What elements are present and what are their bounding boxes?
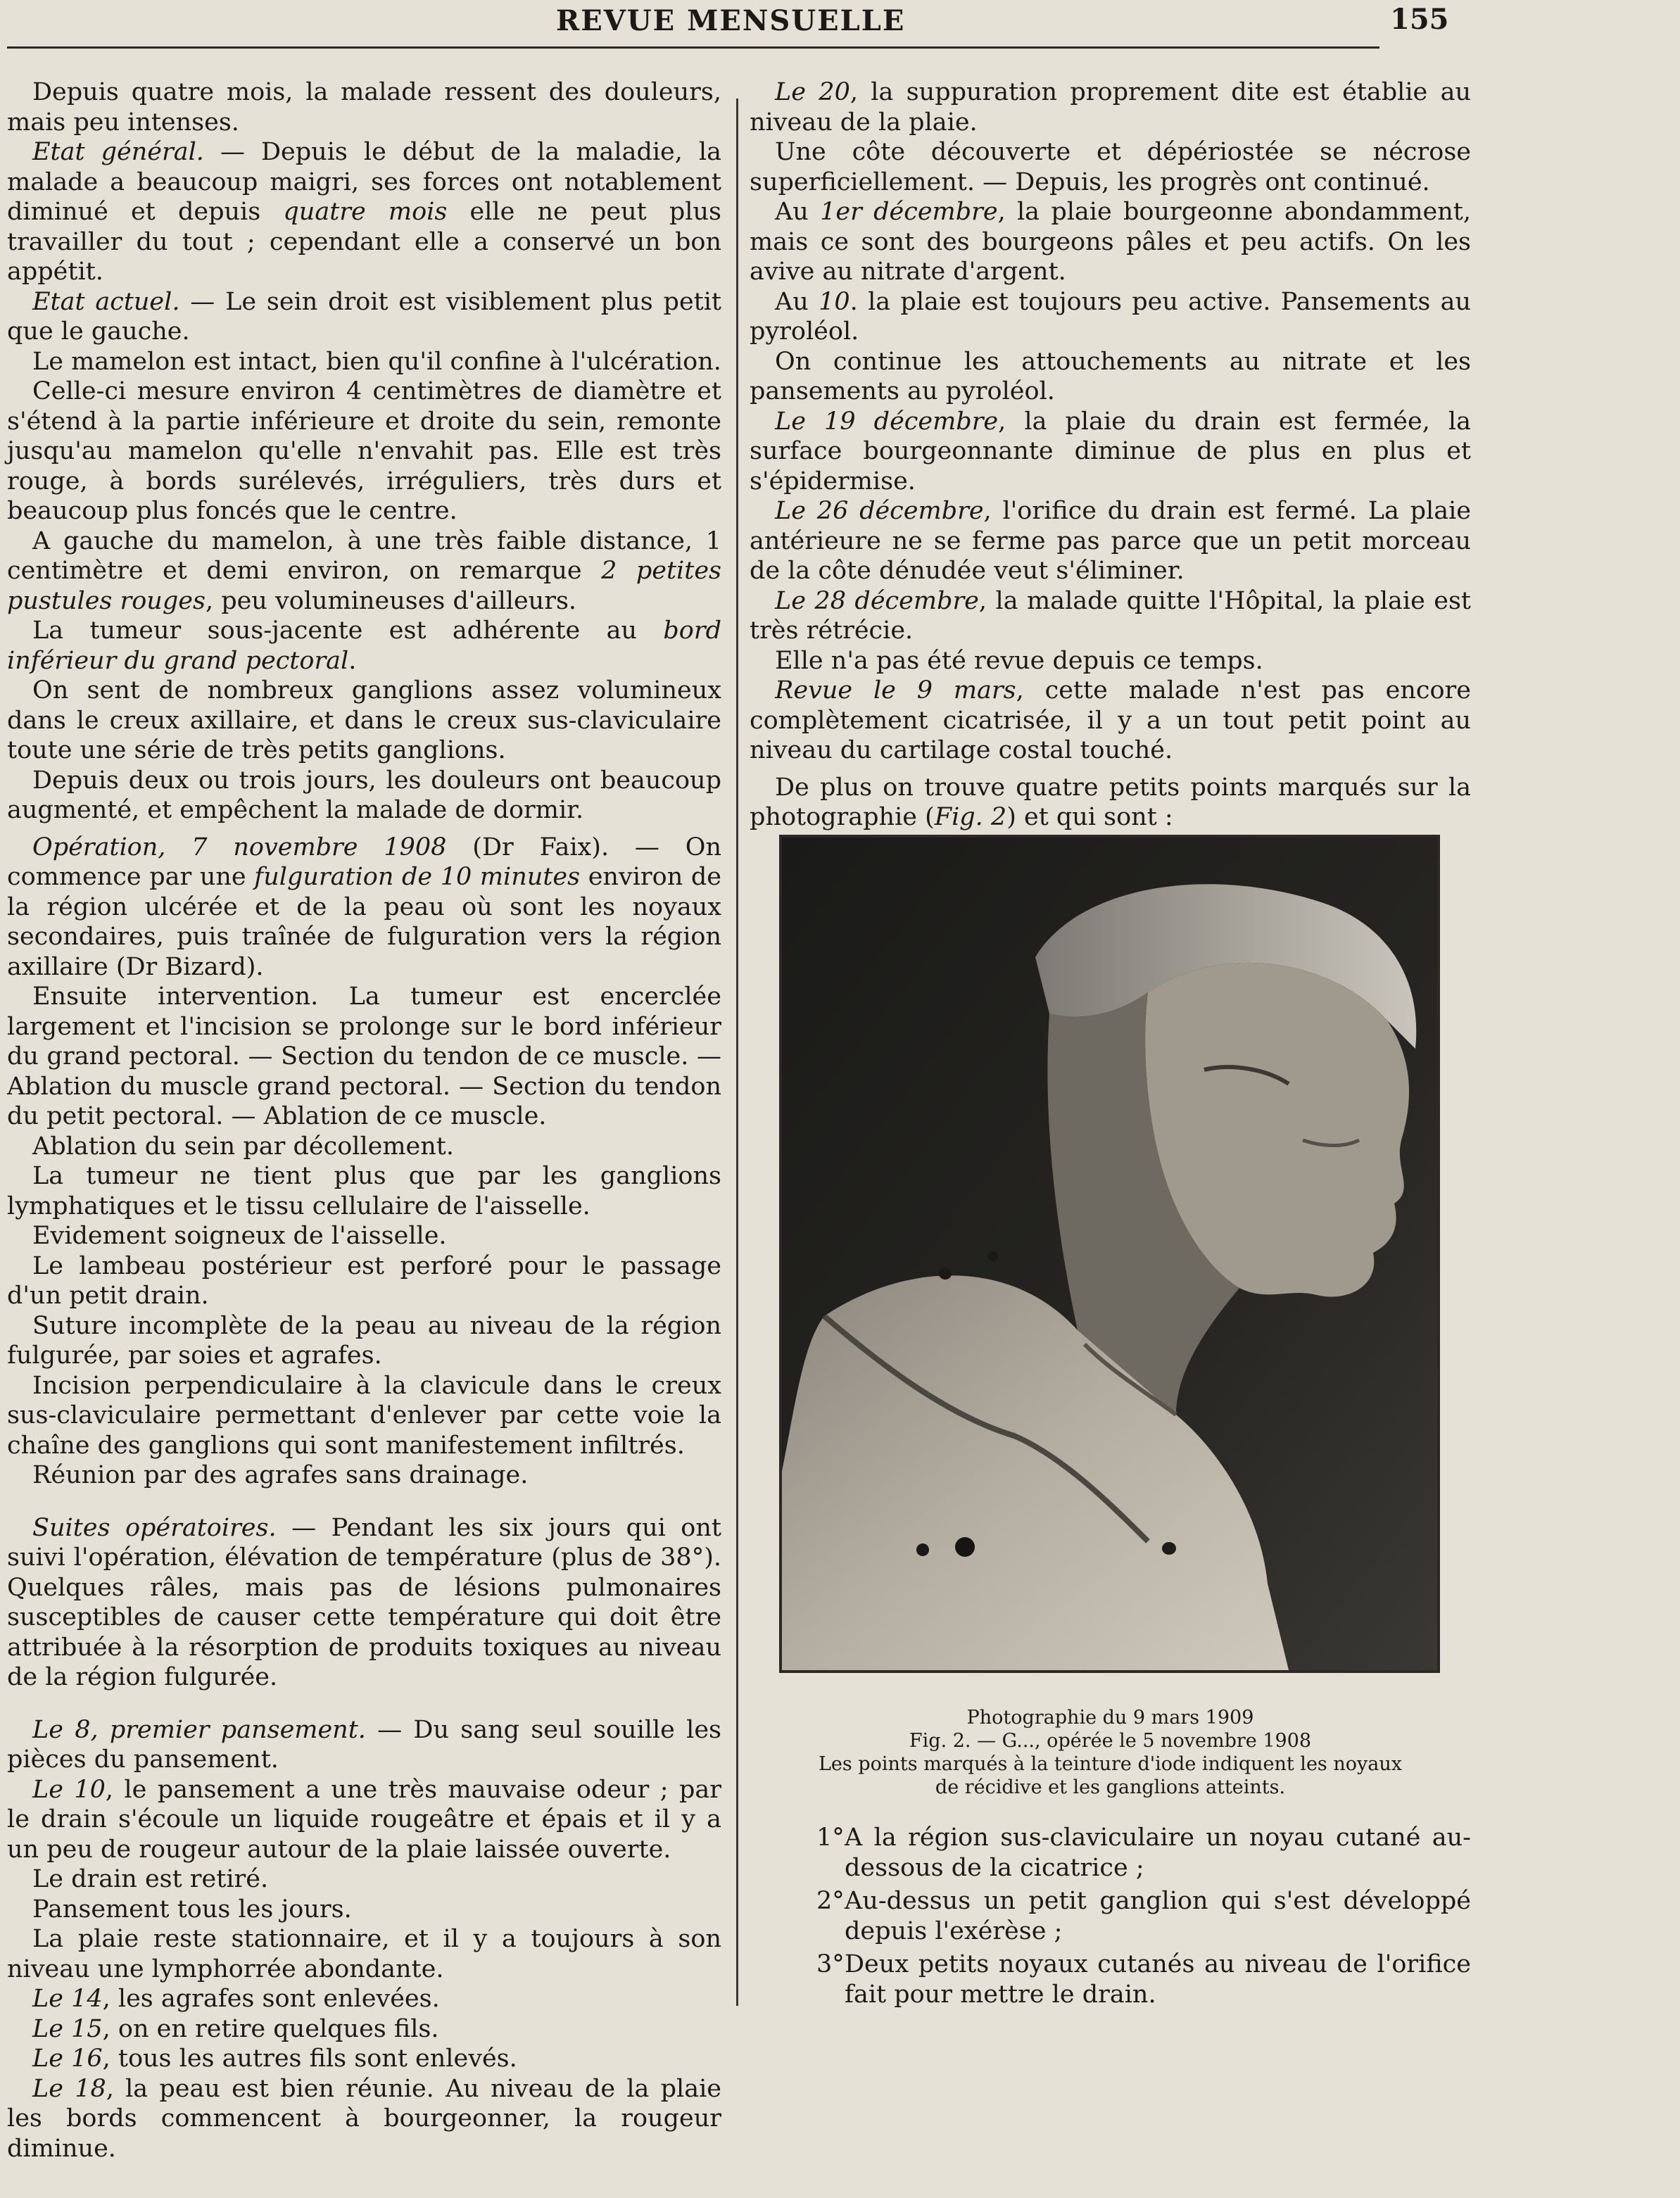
paragraph: Etat actuel. — Le sein droit est visiblement plus petit que le gauche. xyxy=(7,287,721,346)
column-divider xyxy=(736,99,738,2006)
caption-line: Fig. 2. — G..., opérée le 5 novembre 1908 xyxy=(909,1730,1312,1752)
paragraph: Le mamelon est intact, bien qu'il confine à l'ulcération. xyxy=(32,347,721,376)
paragraph: Suites opératoires. — Pendant les six jours qui ont suivi l'opération, élévation de température (plus de 38°). Quelques râles, mais pas de lésions pulmonaires susceptibles de causer cette température qui doit être attribuée à la résorption de produits toxiques au niveau de la région fulgurée. xyxy=(7,1513,721,1691)
paragraph: Ablation du sein par décollement. xyxy=(32,1132,454,1161)
paragraph: Le 20, la suppuration proprement dite est établie au niveau de la plaie. xyxy=(750,78,1471,137)
paragraph: La tumeur sous-jacente est adhérente au bord inférieur du grand pectoral. xyxy=(7,617,721,675)
list-number: 1° xyxy=(816,1824,845,1852)
paragraph: Elle n'a pas été revue depuis ce temps. xyxy=(775,646,1263,675)
list-number: 3° xyxy=(816,1950,845,1978)
running-head xyxy=(0,0,1680,42)
paragraph: Opération, 7 novembre 1908 (Dr Faix). — On commence par une fulguration de 10 minutes environ de la région ulcérée et de la peau où sont les noyaux secondaires, puis traînée de fulguration vers la région axillaire (Dr Bizard). xyxy=(7,833,721,981)
paragraph: Le drain est retiré. xyxy=(32,1865,269,1893)
figure-caption xyxy=(774,1706,1446,1799)
paragraph: Au 1er décembre, la plaie bourgeonne abondamment, mais ce sont des bourgeons pâles et peu actifs. On les avive au nitrate d'argent. xyxy=(750,198,1471,286)
paragraph: On sent de nombreux ganglions assez volumineux dans le creux axillaire, et dans le creux sus-claviculaire toute une série de très petits ganglions. xyxy=(7,676,721,764)
paragraph: Ensuite intervention. La tumeur est encerclée largement et l'incision se prolonge sur le bord inférieur du grand pectoral. — Section du tendon de ce muscle. — Ablation du muscle grand pectoral. — Section du tendon du petit pectoral. — Ablation de ce muscle. xyxy=(7,983,721,1130)
paragraph: Le 14, les agrafes sont enlevées. xyxy=(32,1985,440,2013)
paragraph: Celle-ci mesure environ 4 centimètres de diamètre et s'étend à la partie inférieure et droite du sein, remonte jusqu'au mamelon qu'elle n'envahit pas. Elle est très rouge, à bords surélevés, irréguliers, très durs et beaucoup plus foncés que le centre. xyxy=(7,377,721,525)
paragraph: Pansement tous les jours. xyxy=(32,1895,352,1924)
list-text: Deux petits noyaux cutanés au niveau de l'orifice fait pour mettre le drain. xyxy=(845,1950,1471,2009)
paragraph: Réunion par des agrafes sans drainage. xyxy=(32,1461,529,1489)
paragraph: Le 16, tous les autres fils sont enlevés. xyxy=(32,2045,517,2073)
paragraph: Le 18, la peau est bien réunie. Au niveau de la plaie les bords commencent à bourgeonner, la rougeur diminue. xyxy=(7,2074,721,2163)
paragraph: Incision perpendiculaire à la clavicule dans le creux sus-claviculaire permettant d'enlever par cette voie la chaîne des ganglions qui sont manifestement infiltrés. xyxy=(7,1371,721,1460)
numbered-list xyxy=(816,1823,1471,2013)
paragraph: Le 28 décembre, la malade quitte l'Hôpital, la plaie est très rétrécie. xyxy=(750,586,1472,645)
caption-line: Photographie du 9 mars 1909 xyxy=(966,1707,1254,1729)
paragraph: Etat général. — Depuis le début de la maladie, la malade a beaucoup maigri, ses forces ont notablement diminué et depuis quatre mois elle ne peut plus travailler du tout ; cependant elle a conservé un bon appétit. xyxy=(7,138,721,286)
list-item xyxy=(816,1886,1471,1947)
paragraph: Au 10. la plaie est toujours peu active. Pansements au pyroléol. xyxy=(750,287,1471,346)
caption-line: de récidive et les ganglions atteints. xyxy=(935,1776,1286,1798)
paragraph: Le 15, on en retire quelques fils. xyxy=(32,2014,439,2043)
header-rule xyxy=(7,46,1379,49)
paragraph: Le lambeau postérieur est perforé pour le passage d'un petit drain. xyxy=(7,1251,721,1310)
list-text: Au-dessus un petit ganglion qui s'est développé depuis l'exérèse ; xyxy=(845,1887,1471,1945)
photograph-image xyxy=(782,838,1437,1670)
list-item xyxy=(816,1950,1471,2010)
paragraph: Depuis deux ou trois jours, les douleurs ont beaucoup augmenté, et empêchent la malade de dormir. xyxy=(7,766,721,824)
paragraph: De plus on trouve quatre petits points marqués sur la photographie (Fig. 2) et qui sont : xyxy=(750,773,1471,831)
paragraph: A gauche du mamelon, à une très faible distance, 1 centimètre et demi environ, on remarque 2 petites pustules rouges, peu volumineuses d'ailleurs. xyxy=(7,526,721,615)
paragraph: Evidement soigneux de l'aisselle. xyxy=(32,1222,447,1250)
page-number: 155 xyxy=(1390,3,1449,36)
paragraph: Le 19 décembre, la plaie du drain est fermée, la surface bourgeonnante diminue de plus en plus et s'épidermise. xyxy=(750,407,1471,495)
paragraph: Une côte découverte et dépériostée se nécrose superficiellement. — Depuis, les progrès ont continué. xyxy=(750,138,1471,196)
journal-title: REVUE MENSUELLE xyxy=(556,4,906,37)
list-number: 2° xyxy=(816,1887,845,1915)
list-text: A la région sus-claviculaire un noyau cutané au-dessous de la cicatrice ; xyxy=(845,1824,1471,1882)
patient-photograph xyxy=(779,835,1440,1673)
paragraph: La plaie reste stationnaire, et il y a toujours à son niveau une lymphorrée abondante. xyxy=(7,1925,721,1983)
list-item xyxy=(816,1823,1471,1883)
paragraph: Depuis quatre mois, la malade ressent des douleurs, mais peu intenses. xyxy=(7,78,721,137)
caption-line: Les points marqués à la teinture d'iode indiquent les noyaux xyxy=(819,1753,1402,1775)
paragraph: Le 10, le pansement a une très mauvaise odeur ; par le drain s'écoule un liquide rougeâtre et épais et il y a un peu de rougeur autour de la plaie laissée ouverte. xyxy=(7,1775,721,1864)
paragraph: La tumeur ne tient plus que par les ganglions lymphatiques et le tissu cellulaire de l'aisselle. xyxy=(7,1162,721,1220)
paragraph: Le 8, premier pansement. — Du sang seul souille les pièces du pansement. xyxy=(7,1715,721,1774)
paragraph: Le 26 décembre, l'orifice du drain est fermé. La plaie antérieure ne se ferme pas parce que un petit morceau de la côte dénudée veut s'éliminer. xyxy=(750,497,1471,585)
paragraph: Suture incomplète de la peau au niveau de la région fulgurée, par soies et agrafes. xyxy=(7,1311,721,1370)
left-column xyxy=(7,77,721,2164)
paragraph: On continue les attouchements au nitrate et les pansements au pyroléol. xyxy=(750,347,1471,405)
paragraph: Revue le 9 mars, cette malade n'est pas encore complètement cicatrisée, il y a un tout petit point au niveau du cartilage costal touché. xyxy=(750,676,1471,764)
right-column xyxy=(750,77,1471,833)
